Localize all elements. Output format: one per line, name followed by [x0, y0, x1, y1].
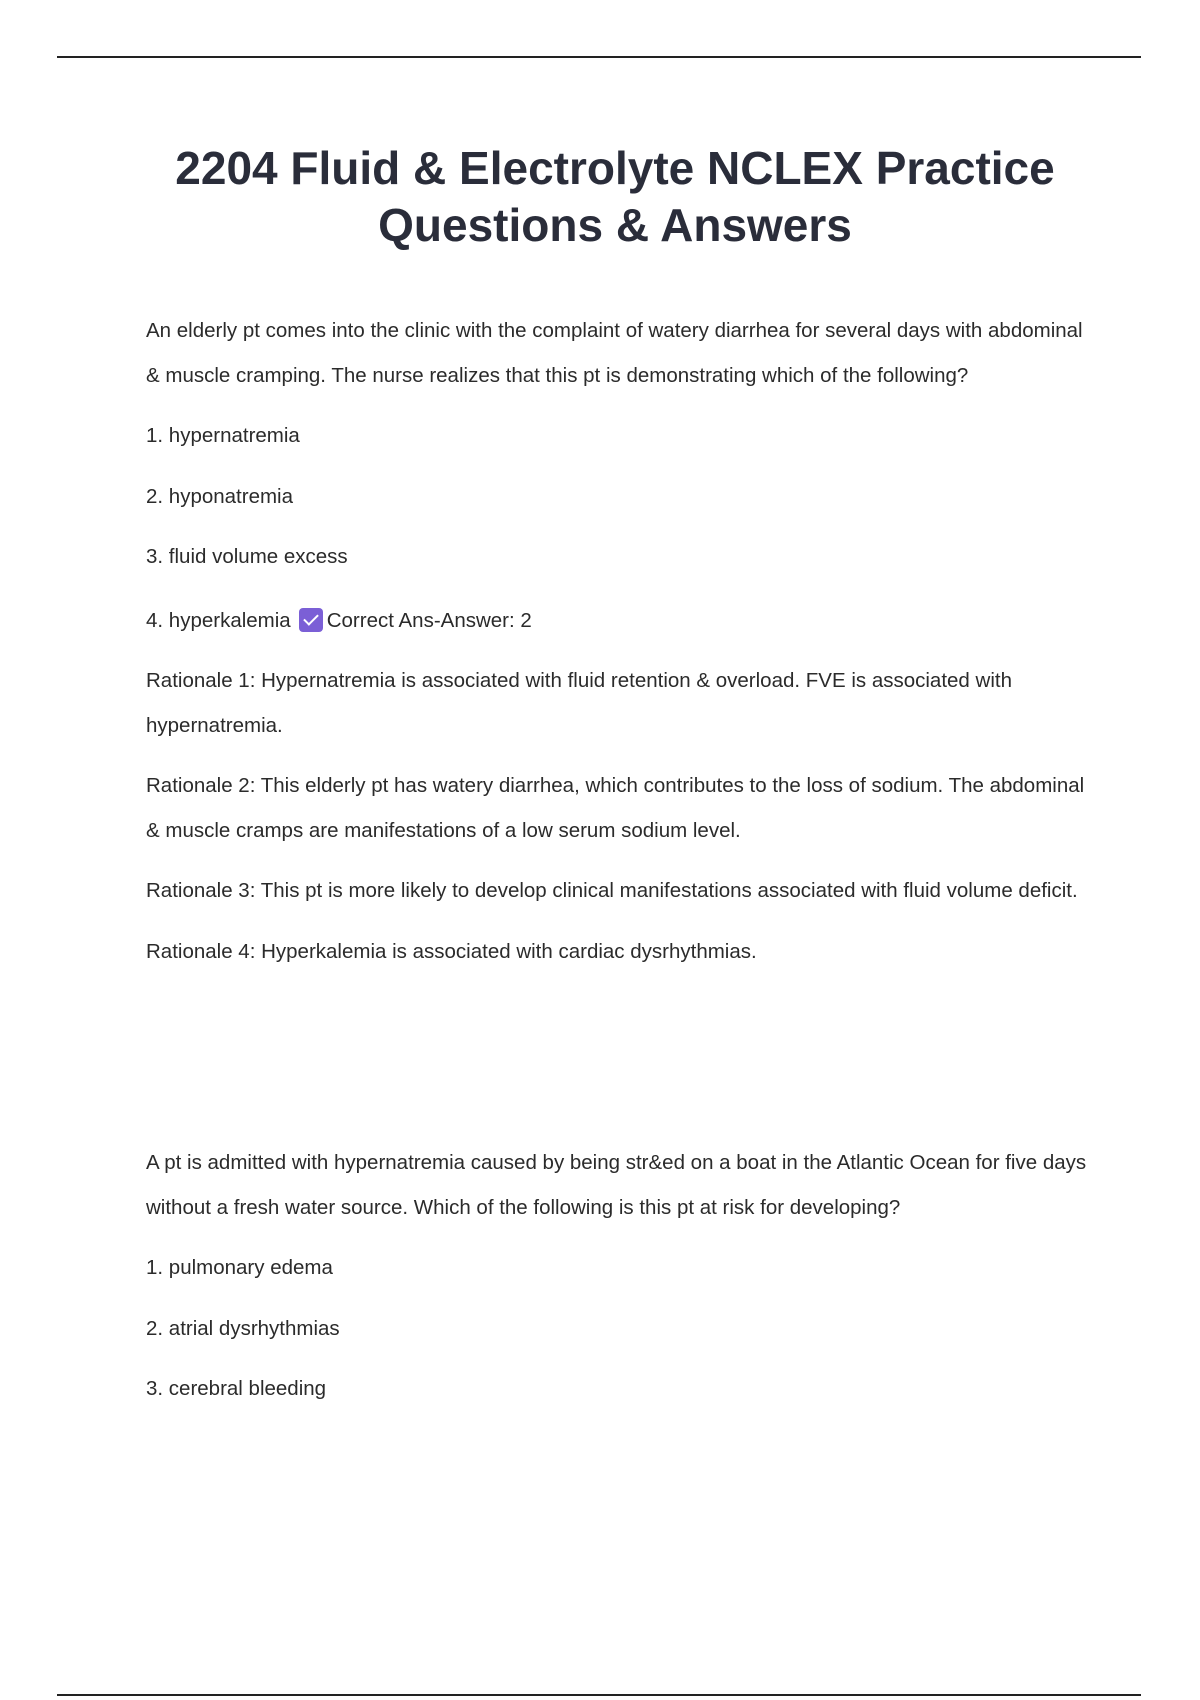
page-title: 2204 Fluid & Electrolyte NCLEX Practice Questions & Answers [175, 142, 1055, 251]
question-stem: A pt is admitted with hypernatremia caused by being str&ed on a boat in the Atlantic Ocean for five days without a fresh water source. Which of the following is this pt at risk for developing? [146, 1151, 1087, 1219]
rationale: Rationale 3: This pt is more likely to develop clinical manifestations associated with fluid volume deficit. [146, 879, 1078, 902]
question-stem: An elderly pt comes into the clinic with the complaint of watery diarrhea for several days with abdominal & muscle cramping. The nurse realizes that this pt is demonstrating which of the following? [146, 319, 1083, 387]
option: 2. hyponatremia [146, 484, 294, 508]
option-with-answer [146, 599, 1096, 644]
option: 3. fluid volume excess [146, 545, 348, 568]
top-rule [57, 56, 1141, 58]
question-2 [146, 1141, 1096, 1412]
option: 4. hyperkalemia [146, 608, 291, 632]
option: 1. hypernatremia [146, 424, 300, 447]
question-1 [146, 309, 1096, 974]
option: 1. pulmonary edema [146, 1256, 333, 1279]
rationale: Rationale 4: Hyperkalemia is associated with cardiac dysrhythmias. [146, 939, 757, 963]
option: 3. cerebral bleeding [146, 1377, 327, 1400]
rationale: Rationale 1: Hypernatremia is associated with fluid retention & overload. FVE is associated with hypernatremia. [146, 669, 1012, 737]
option: 2. atrial dysrhythmias [146, 1316, 340, 1340]
checkbox-checked-icon [299, 608, 323, 632]
bottom-rule [57, 1694, 1141, 1696]
rationale: Rationale 2: This elderly pt has watery diarrhea, which contributes to the loss of sodium. The abdominal & muscle cramps are manifestations of a low serum sodium level. [146, 774, 1085, 842]
correct-answer: Correct Ans-Answer: 2 [326, 608, 532, 632]
